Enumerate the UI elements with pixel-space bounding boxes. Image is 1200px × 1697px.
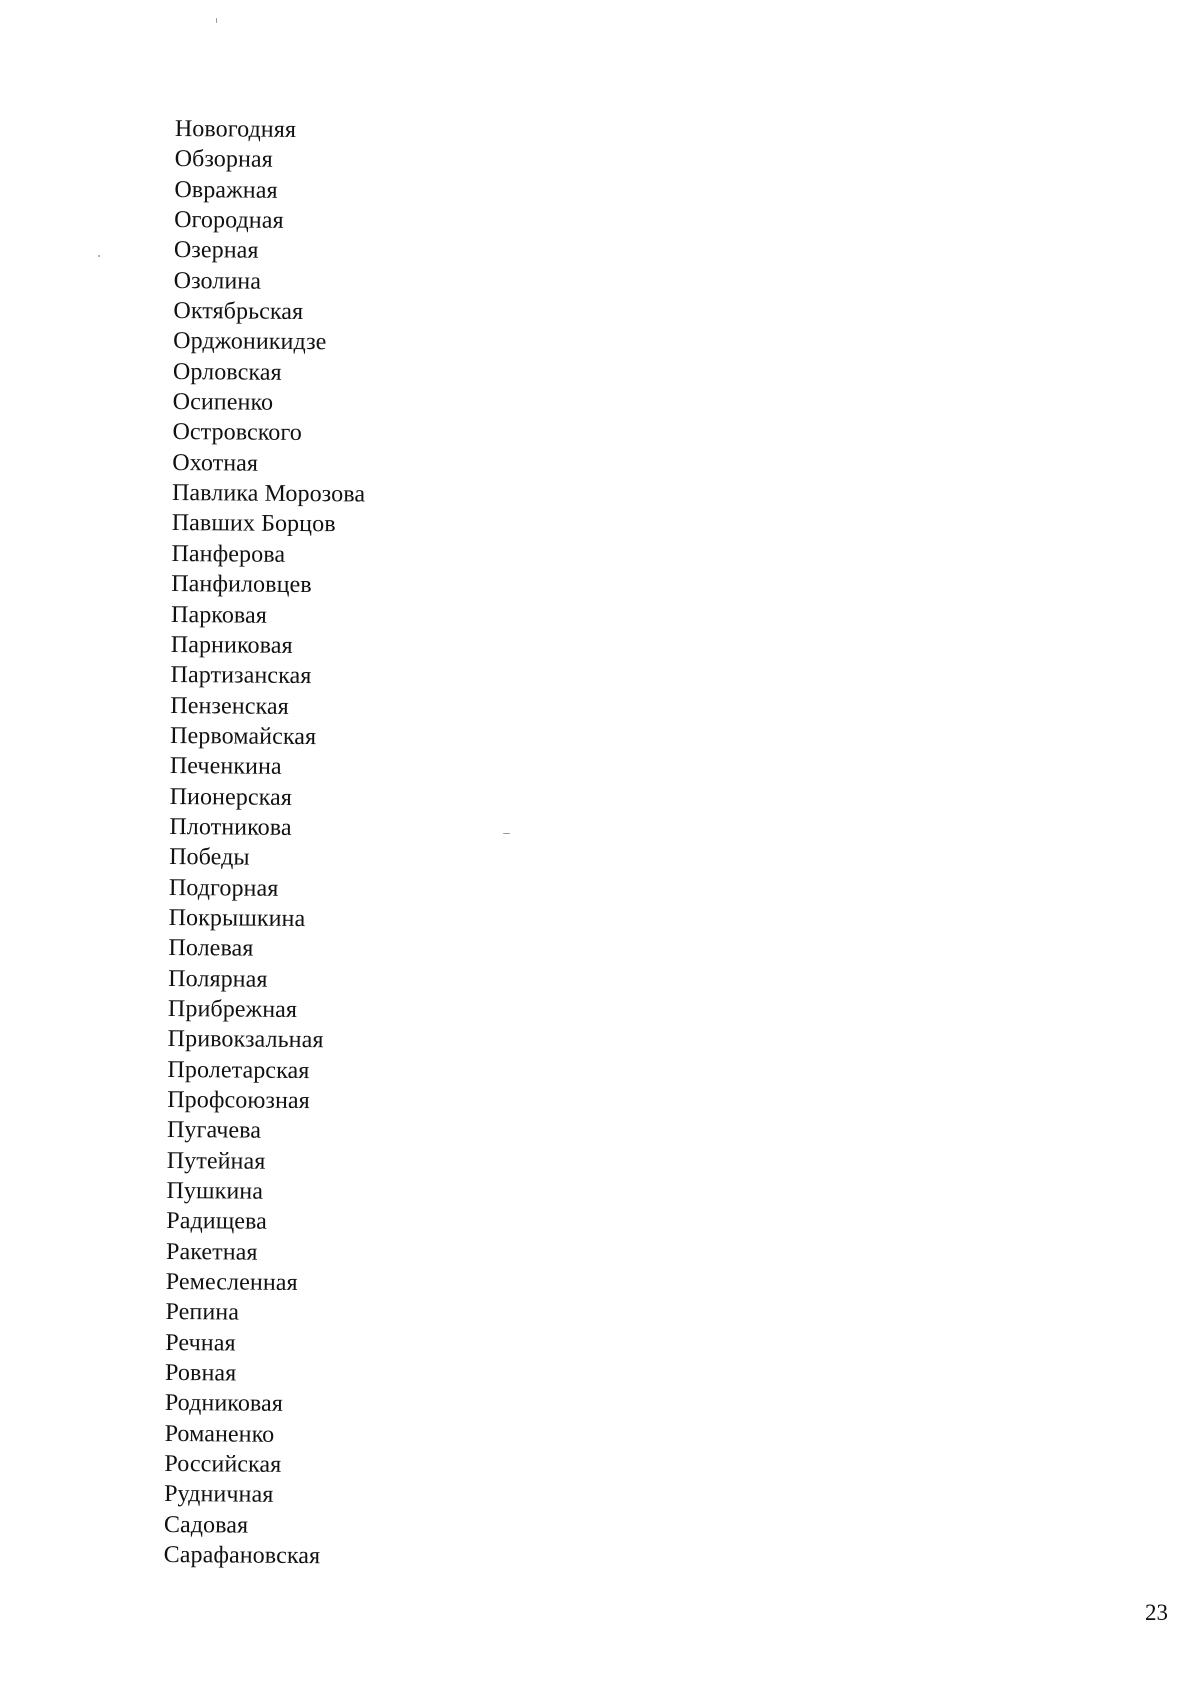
street-name-item: Островского [172,419,303,447]
street-name-item: Панфиловцев [171,571,312,599]
street-name-item: Партизанская [170,662,312,690]
street-name-item: Подгорная [168,874,279,902]
scan-speck [503,833,510,834]
street-name-item: Полевая [168,935,254,962]
street-name-item: Первомайская [170,722,317,751]
street-name-item: Покрышкина [168,904,306,932]
street-name-item: Павших Борцов [171,510,336,538]
street-name-item: Пензенская [170,692,289,720]
street-name-item: Пушкина [166,1177,264,1205]
scan-speck [98,255,100,257]
street-name-item: Панферова [171,540,286,568]
street-name-item: Прибрежная [167,995,298,1023]
page-number: 23 [1145,1600,1168,1625]
street-name-item: Сарафановская [163,1542,321,1570]
street-name-item: Полярная [168,965,268,993]
street-name-item: Овражная [174,176,278,204]
street-name-item: Российская [164,1451,282,1479]
street-name-item: Профсоюзная [167,1086,310,1115]
street-name-item: Октябрьская [173,298,304,326]
street-name-item: Огородная [174,207,284,234]
street-name-item: Павлика Морозова [171,480,366,508]
street-name-item: Рудничная [164,1481,274,1509]
street-name-item: Охотная [172,449,259,477]
street-name-item: Плотникова [169,813,292,841]
scan-speck [216,18,217,23]
street-name-item: Репина [165,1299,240,1326]
street-name-item: Печенкина [169,753,282,781]
street-name-item: Привокзальная [167,1026,324,1054]
street-name-item: Романенко [164,1420,275,1448]
street-name-item: Победы [169,844,250,871]
street-name-item: Пролетарская [167,1056,310,1084]
street-name-item: Пионерская [169,783,293,811]
street-name-item: Ремесленная [165,1269,298,1297]
street-name-item: Новогодняя [174,115,297,143]
street-name-item: Осипенко [172,389,274,416]
street-name-item: Озолина [173,267,262,295]
street-name-item: Парковая [170,601,268,629]
street-name-item: Садовая [163,1511,249,1539]
street-name-list [164,114,369,1572]
street-name-item: Ровная [165,1360,237,1387]
street-name-item: Радищева [166,1208,268,1236]
street-name-item: Парниковая [170,631,293,659]
street-name-item: Речная [165,1329,236,1357]
street-name-item: Пугачева [166,1117,262,1145]
street-name-item: Орловская [172,358,282,386]
street-name-item: Орджоникидзе [173,328,327,356]
street-name-item: Родниковая [164,1390,284,1418]
street-name-item: Озерная [173,237,259,265]
street-name-item: Путейная [166,1147,266,1175]
street-name-item: Ракетная [165,1238,258,1266]
street-name-item: Обзорная [174,146,273,174]
